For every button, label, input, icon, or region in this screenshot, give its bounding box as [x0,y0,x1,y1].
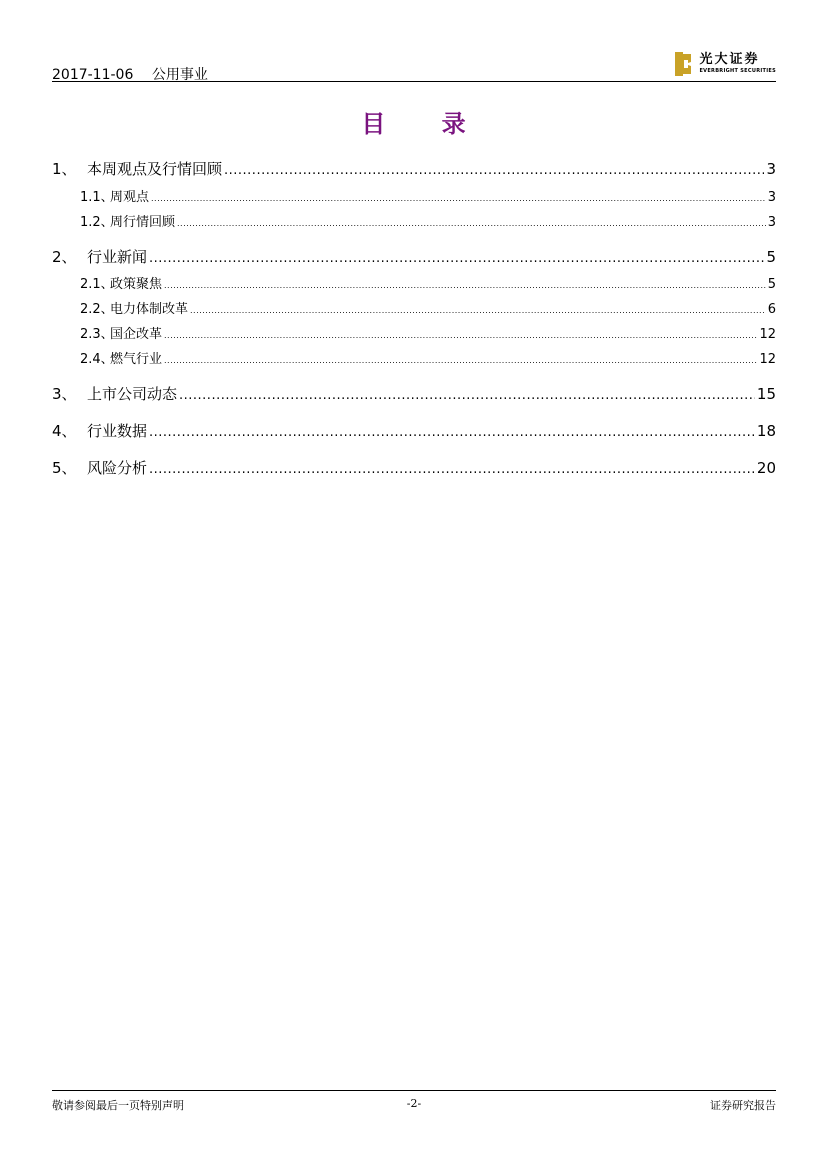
toc-entry-page: 12 [759,327,776,342]
toc-entry[interactable] [52,457,776,478]
toc-entry-number: 2.4、 [80,352,114,367]
toc-entry-page: 15 [756,385,776,403]
toc-leader-dots [164,356,757,365]
toc-entry-page: 5 [766,248,776,266]
toc-entry-number: 2.2、 [80,302,114,317]
toc-entry-label: 燃气行业 [110,352,163,367]
toc-entry-page: 3 [767,215,776,230]
report-type: 证券研究报告 [710,1099,776,1112]
logo-english-text: EVERBRIGHT SECURITIES [699,68,776,74]
toc-entry-number: 2、 [52,248,77,266]
toc-entry-label: 周行情回顾 [110,215,176,230]
toc-entry-page: 3 [766,160,776,178]
toc-leader-dots [177,219,766,228]
toc-entry-label: 行业新闻 [87,248,148,266]
toc-entry[interactable] [52,158,776,179]
toc-entry-page: 20 [756,459,776,477]
toc-entry-number: 5、 [52,459,77,477]
toc-leader-dots [149,425,755,440]
toc-entry-page: 5 [767,277,776,292]
toc-entry-label: 上市公司动态 [87,385,178,403]
toc-entry[interactable] [52,298,776,317]
toc-leader-dots [224,163,764,178]
toc-entry-label: 国企改革 [110,327,163,342]
toc-entry-number: 3、 [52,385,77,403]
toc-entry-page: 6 [767,302,776,317]
toc-entry-page: 12 [759,352,776,367]
disclaimer-note: 敬请参阅最后一页特别声明 [52,1099,184,1112]
page-header [52,52,776,83]
toc-entry-label: 本周观点及行情回顾 [87,160,223,178]
toc-leader-dots [149,462,755,477]
toc-entry-number: 1、 [52,160,77,178]
footer-divider [52,1090,776,1091]
toc-leader-dots [190,306,766,315]
toc-entry-label: 行业数据 [87,422,148,440]
toc-leader-dots [164,281,766,290]
toc-entry-label: 政策聚焦 [110,277,163,292]
toc-entry[interactable] [52,420,776,441]
toc-entry-label: 周观点 [110,190,150,205]
report-date: 2017-11-06 [52,67,134,83]
toc-entry[interactable] [52,323,776,342]
toc-entry-page: 18 [756,422,776,440]
toc-entry-page: 3 [767,190,776,205]
industry-name: 公用事业 [151,67,208,83]
toc-entry[interactable] [52,348,776,367]
toc-entry[interactable] [52,273,776,292]
toc-leader-dots [149,251,764,266]
toc-entry-label: 风险分析 [87,459,148,477]
toc-entry-number: 2.3、 [80,327,114,342]
toc-entry[interactable] [52,186,776,205]
page-title: 目 录 [361,109,490,138]
toc-entry-number: 4、 [52,422,77,440]
toc-entry[interactable] [52,246,776,267]
toc-leader-dots [151,194,766,203]
logo-chinese-text: 光大证券 [699,52,760,67]
header-divider [52,81,776,82]
toc-entry-number: 1.2、 [80,215,114,230]
toc-entry[interactable] [52,383,776,404]
everbright-logo-icon [675,52,693,76]
toc-leader-dots [179,388,755,403]
toc-entry-number: 1.1、 [80,190,114,205]
toc-entry-number: 2.1、 [80,277,114,292]
toc-entry-label: 电力体制改革 [110,302,189,317]
company-logo [675,52,776,78]
page-number: -2- [406,1097,422,1110]
toc-entry[interactable] [52,211,776,230]
toc-leader-dots [164,331,757,340]
